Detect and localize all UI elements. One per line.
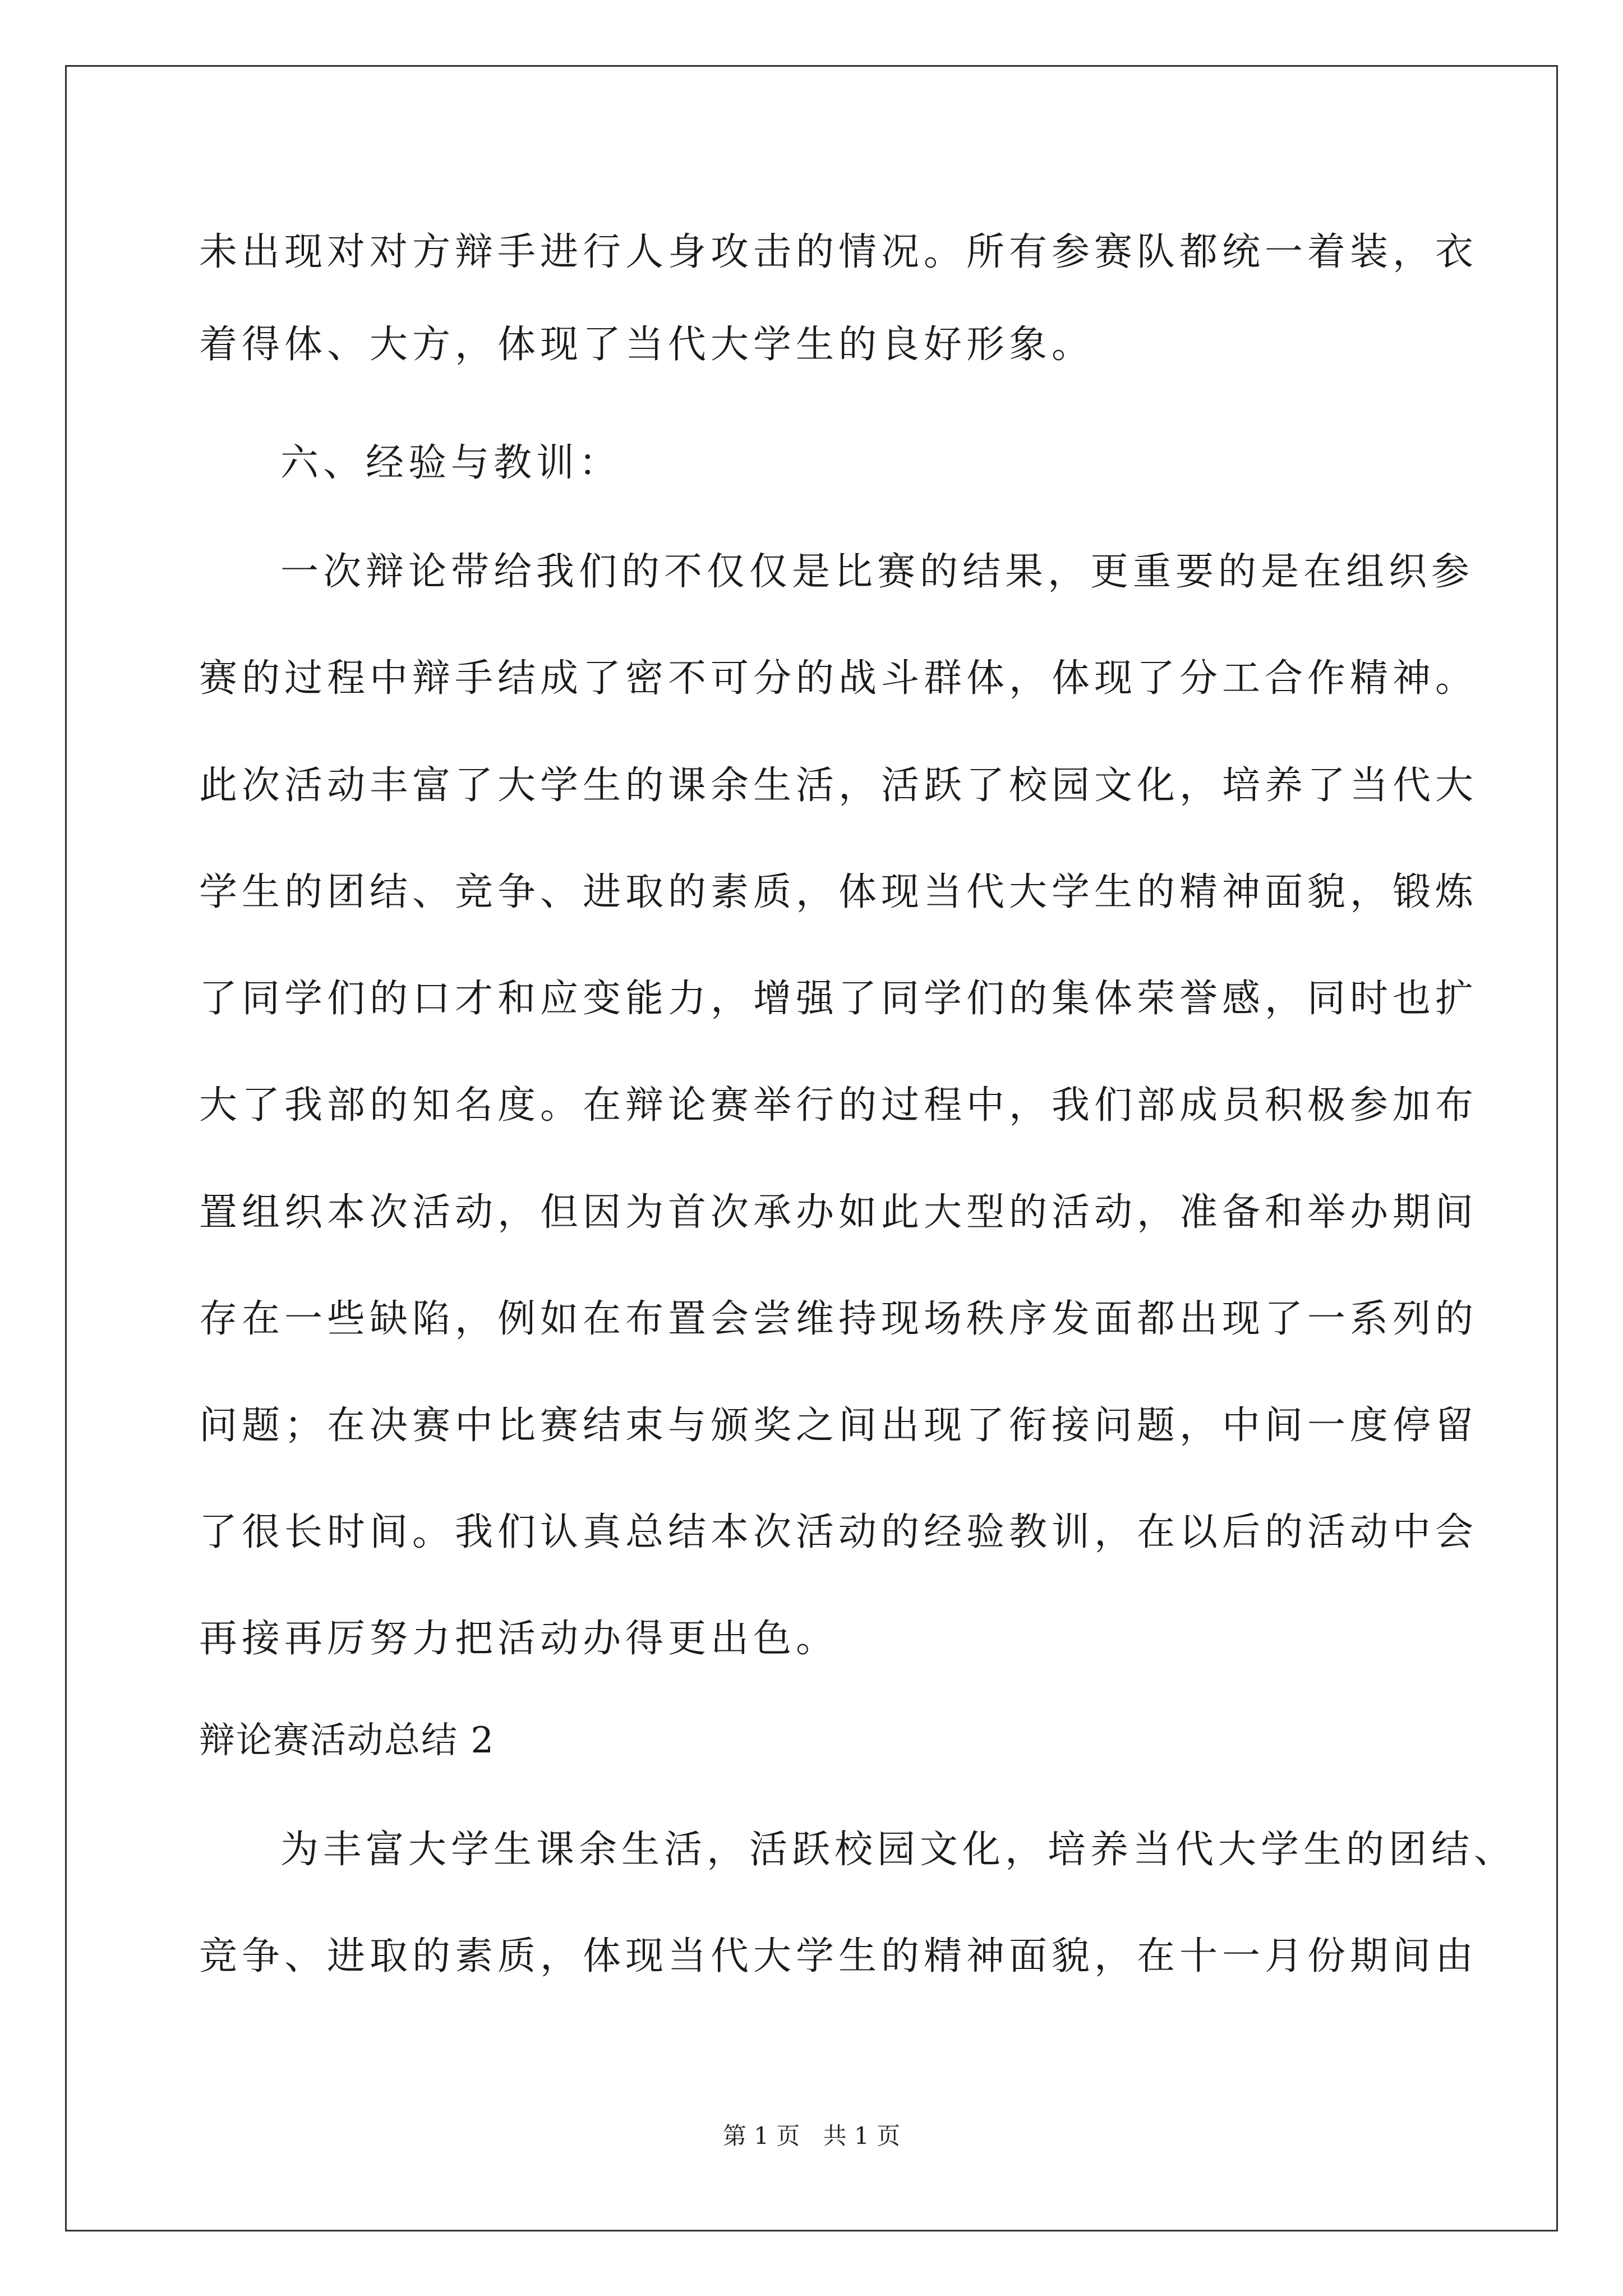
body-line: 未出现对对方辩手进行人身攻击的情况。所有参赛队都统一着装，衣 (199, 230, 1478, 274)
section-title: 辩论赛活动总结 2 (199, 1720, 495, 1761)
page-total: 共 1 页 (823, 2122, 901, 2150)
body-line: 问题；在决赛中比赛结束与颁奖之间出现了衔接问题，中间一度停留 (199, 1404, 1478, 1448)
body-line: 大了我部的知名度。在辩论赛举行的过程中，我们部成员积极参加布 (199, 1083, 1478, 1128)
body-line: 赛的过程中辩手结成了密不可分的战斗群体，体现了分工合作精神。 (199, 656, 1478, 701)
body-line: 一次辩论带给我们的不仅仅是比赛的结果，更重要的是在组织参 (280, 550, 1474, 594)
page-footer (0, 2120, 1623, 2152)
body-line: 了很长时间。我们认真总结本次活动的经验教训，在以后的活动中会 (199, 1510, 1478, 1554)
page-number: 第 1 页 (722, 2122, 800, 2150)
body-line: 此次活动丰富了大学生的课余生活，活跃了校园文化，培养了当代大 (199, 763, 1478, 808)
body-line: 存在一些缺陷，例如在布置会尝维持现场秩序发面都出现了一系列的 (199, 1297, 1478, 1341)
body-line: 了同学们的口才和应变能力，增强了同学们的集体荣誉感，同时也扩 (199, 977, 1478, 1021)
body-line: 置组织本次活动，但因为首次承办如此大型的活动，准备和举办期间 (199, 1190, 1478, 1235)
body-line: 学生的团结、竞争、进取的素质，体现当代大学生的精神面貌，锻炼 (199, 870, 1478, 914)
body-line: 为丰富大学生课余生活，活跃校园文化，培养当代大学生的团结、 (280, 1828, 1517, 1872)
section-heading: 六、经验与教训： (280, 441, 622, 485)
page-border (65, 65, 1558, 2231)
body-line: 竞争、进取的素质，体现当代大学生的精神面貌，在十一月份期间由 (199, 1934, 1478, 1978)
body-line: 着得体、大方，体现了当代大学生的良好形象。 (199, 323, 1095, 367)
body-line: 再接再厉努力把活动办得更出色。 (199, 1617, 839, 1661)
